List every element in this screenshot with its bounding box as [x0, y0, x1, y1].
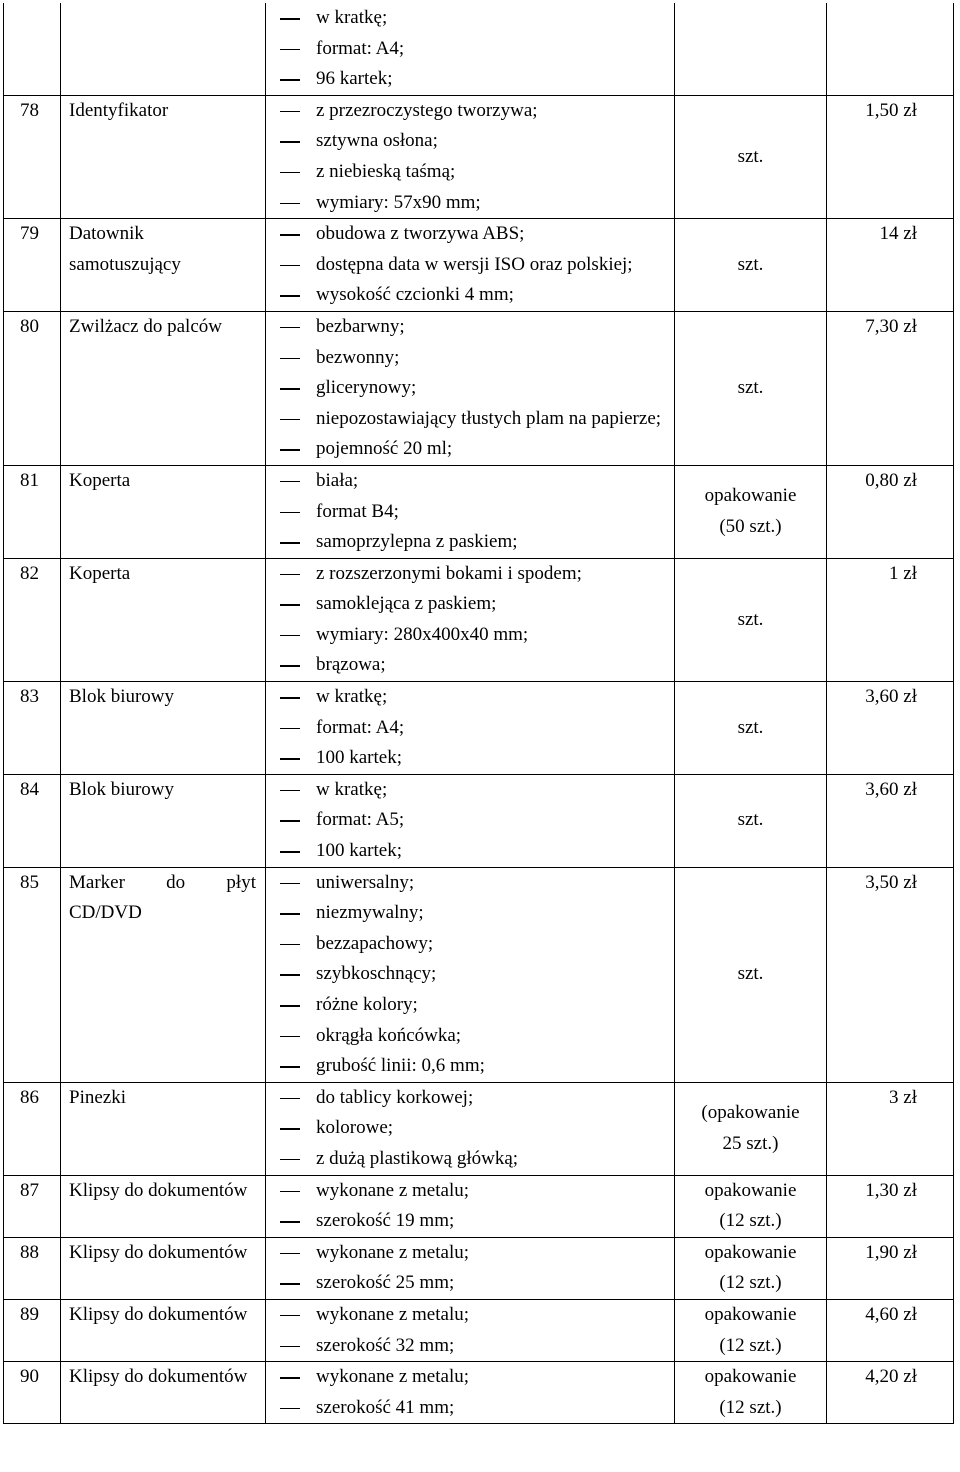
item-price: 3 zł	[827, 1082, 954, 1175]
item-specifications	[266, 1299, 675, 1361]
item-price: 7,30 zł	[827, 311, 954, 465]
spec-item: pojemność 20 ml;	[266, 434, 674, 465]
spec-item: dostępna data w wersji ISO oraz polskiej;	[266, 250, 674, 281]
item-unit	[675, 3, 827, 95]
item-specifications	[266, 1175, 675, 1237]
table-row	[4, 1175, 954, 1237]
item-price: 3,60 zł	[827, 774, 954, 867]
unit-line: szt.	[737, 145, 764, 167]
item-number: 85	[4, 867, 61, 1082]
spec-item: kolorowe;	[266, 1113, 674, 1144]
item-price: 1,50 zł	[827, 95, 954, 218]
item-number: 83	[4, 682, 61, 775]
spec-list	[266, 1083, 674, 1175]
spec-item: wykonane z metalu;	[266, 1176, 674, 1207]
spec-item: szerokość 25 mm;	[266, 1268, 674, 1299]
unit-line: (opakowanie	[701, 1102, 800, 1124]
table-row	[4, 465, 954, 558]
item-name: Identyfikator	[61, 95, 266, 218]
table-row	[4, 1082, 954, 1175]
unit-line: (12 szt.)	[719, 1210, 782, 1232]
item-unit	[675, 95, 827, 218]
item-specifications	[266, 219, 675, 312]
item-name: Zwilżacz do palców	[61, 311, 266, 465]
item-name: Klipsy do dokumentów	[61, 1175, 266, 1237]
spec-item: wymiary: 280x400x40 mm;	[266, 620, 674, 651]
item-unit	[675, 558, 827, 681]
unit-line: (50 szt.)	[719, 515, 782, 537]
spec-list	[266, 3, 674, 95]
spec-item: szerokość 32 mm;	[266, 1331, 674, 1362]
item-specifications	[266, 1362, 675, 1424]
spec-list	[266, 219, 674, 311]
spec-item: szybkoschnący;	[266, 959, 674, 990]
item-price: 3,50 zł	[827, 867, 954, 1082]
spec-item: niezmywalny;	[266, 898, 674, 929]
item-unit	[675, 219, 827, 312]
item-number: 89	[4, 1299, 61, 1361]
item-name	[61, 3, 266, 95]
spec-item: bezzapachowy;	[266, 929, 674, 960]
item-price: 1,30 zł	[827, 1175, 954, 1237]
spec-item: bezbarwny;	[266, 312, 674, 343]
table-row	[4, 1362, 954, 1424]
spec-item: grubość linii: 0,6 mm;	[266, 1051, 674, 1082]
spec-item: do tablicy korkowej;	[266, 1083, 674, 1114]
item-number: 80	[4, 311, 61, 465]
table-row	[4, 1299, 954, 1361]
item-specifications	[266, 867, 675, 1082]
item-specifications	[266, 311, 675, 465]
spec-item: samoprzylepna z paskiem;	[266, 527, 674, 558]
spec-item: format: A4;	[266, 713, 674, 744]
spec-list	[266, 1176, 674, 1237]
spec-item: 100 kartek;	[266, 743, 674, 774]
item-specifications	[266, 3, 675, 95]
unit-line: opakowanie	[704, 485, 797, 507]
unit-line: szt.	[737, 716, 764, 738]
item-unit	[675, 774, 827, 867]
unit-line: opakowanie	[704, 1179, 797, 1201]
item-specifications	[266, 774, 675, 867]
unit-line: szt.	[737, 809, 764, 831]
item-unit	[675, 682, 827, 775]
spec-list	[266, 559, 674, 681]
unit-line: 25 szt.)	[722, 1132, 779, 1154]
item-name: Blok biurowy	[61, 774, 266, 867]
spec-item: brązowa;	[266, 650, 674, 681]
item-price	[827, 3, 954, 95]
spec-list	[266, 312, 674, 465]
item-number: 87	[4, 1175, 61, 1237]
unit-line: szt.	[737, 377, 764, 399]
spec-item: format: A4;	[266, 34, 674, 65]
item-unit	[675, 867, 827, 1082]
spec-item: wykonane z metalu;	[266, 1300, 674, 1331]
product-specification-table	[3, 3, 954, 1424]
item-number: 88	[4, 1237, 61, 1299]
spec-item: z przezroczystego tworzywa;	[266, 96, 674, 127]
item-number: 82	[4, 558, 61, 681]
item-unit	[675, 311, 827, 465]
spec-item: wymiary: 57x90 mm;	[266, 188, 674, 219]
spec-item: bezwonny;	[266, 343, 674, 374]
item-unit	[675, 1362, 827, 1424]
unit-line: szt.	[737, 253, 764, 275]
item-number: 78	[4, 95, 61, 218]
table-row	[4, 558, 954, 681]
spec-item: różne kolory;	[266, 990, 674, 1021]
item-price: 1,90 zł	[827, 1237, 954, 1299]
table-row	[4, 682, 954, 775]
spec-item: samoklejąca z paskiem;	[266, 589, 674, 620]
spec-item: format: A5;	[266, 805, 674, 836]
item-price: 3,60 zł	[827, 682, 954, 775]
spec-list	[266, 466, 674, 558]
spec-item: biała;	[266, 466, 674, 497]
unit-line: (12 szt.)	[719, 1272, 782, 1294]
item-unit	[675, 1082, 827, 1175]
unit-line: (12 szt.)	[719, 1396, 782, 1418]
table-row	[4, 3, 954, 95]
spec-list	[266, 868, 674, 1082]
item-specifications	[266, 95, 675, 218]
item-specifications	[266, 558, 675, 681]
item-name: Blok biurowy	[61, 682, 266, 775]
item-unit	[675, 1175, 827, 1237]
item-name: Koperta	[61, 558, 266, 681]
table-body	[4, 3, 954, 1424]
table-row	[4, 867, 954, 1082]
spec-item: w kratkę;	[266, 3, 674, 34]
spec-item: wykonane z metalu;	[266, 1362, 674, 1393]
item-name: Klipsy do dokumentów	[61, 1362, 266, 1424]
unit-line: szt.	[737, 608, 764, 630]
item-name: Marker do płyt CD/DVD	[61, 867, 266, 1082]
spec-item: szerokość 19 mm;	[266, 1206, 674, 1237]
spec-item: z rozszerzonymi bokami i spodem;	[266, 559, 674, 590]
item-number: 81	[4, 465, 61, 558]
spec-item: format B4;	[266, 497, 674, 528]
unit-line: (12 szt.)	[719, 1334, 782, 1356]
item-price: 14 zł	[827, 219, 954, 312]
item-unit	[675, 1299, 827, 1361]
spec-list	[266, 682, 674, 774]
spec-list	[266, 1362, 674, 1423]
item-price: 1 zł	[827, 558, 954, 681]
item-price: 0,80 zł	[827, 465, 954, 558]
unit-line: opakowanie	[704, 1366, 797, 1388]
spec-list	[266, 96, 674, 218]
spec-item: 100 kartek;	[266, 836, 674, 867]
item-number: 90	[4, 1362, 61, 1424]
table-row	[4, 219, 954, 312]
item-number: 79	[4, 219, 61, 312]
item-name: Klipsy do dokumentów	[61, 1237, 266, 1299]
spec-item: z dużą plastikową główką;	[266, 1144, 674, 1175]
item-specifications	[266, 465, 675, 558]
spec-item: sztywna osłona;	[266, 126, 674, 157]
item-name: Datownik samotuszujący	[61, 219, 266, 312]
table-row	[4, 95, 954, 218]
item-specifications	[266, 1237, 675, 1299]
spec-list	[266, 1238, 674, 1299]
table-row	[4, 1237, 954, 1299]
spec-item: niepozostawiający tłustych plam na papierze;	[266, 404, 674, 435]
item-name: Koperta	[61, 465, 266, 558]
spec-item: szerokość 41 mm;	[266, 1393, 674, 1424]
item-number: 86	[4, 1082, 61, 1175]
item-name: Klipsy do dokumentów	[61, 1299, 266, 1361]
spec-item: uniwersalny;	[266, 868, 674, 899]
spec-list	[266, 1300, 674, 1361]
spec-item: glicerynowy;	[266, 373, 674, 404]
unit-line: opakowanie	[704, 1303, 797, 1325]
item-unit	[675, 465, 827, 558]
item-unit	[675, 1237, 827, 1299]
spec-item: okrągła końcówka;	[266, 1021, 674, 1052]
item-price: 4,60 zł	[827, 1299, 954, 1361]
spec-item: obudowa z tworzywa ABS;	[266, 219, 674, 250]
item-specifications	[266, 1082, 675, 1175]
item-price: 4,20 zł	[827, 1362, 954, 1424]
spec-item: wykonane z metalu;	[266, 1238, 674, 1269]
spec-item: w kratkę;	[266, 682, 674, 713]
item-name: Pinezki	[61, 1082, 266, 1175]
item-number: 84	[4, 774, 61, 867]
item-number	[4, 3, 61, 95]
spec-item: w kratkę;	[266, 775, 674, 806]
table-row	[4, 774, 954, 867]
table-row	[4, 311, 954, 465]
spec-list	[266, 775, 674, 867]
unit-line: szt.	[737, 963, 764, 985]
unit-line: opakowanie	[704, 1241, 797, 1263]
spec-item: z niebieską taśmą;	[266, 157, 674, 188]
item-specifications	[266, 682, 675, 775]
spec-item: wysokość czcionki 4 mm;	[266, 280, 674, 311]
spec-item: 96 kartek;	[266, 64, 674, 95]
